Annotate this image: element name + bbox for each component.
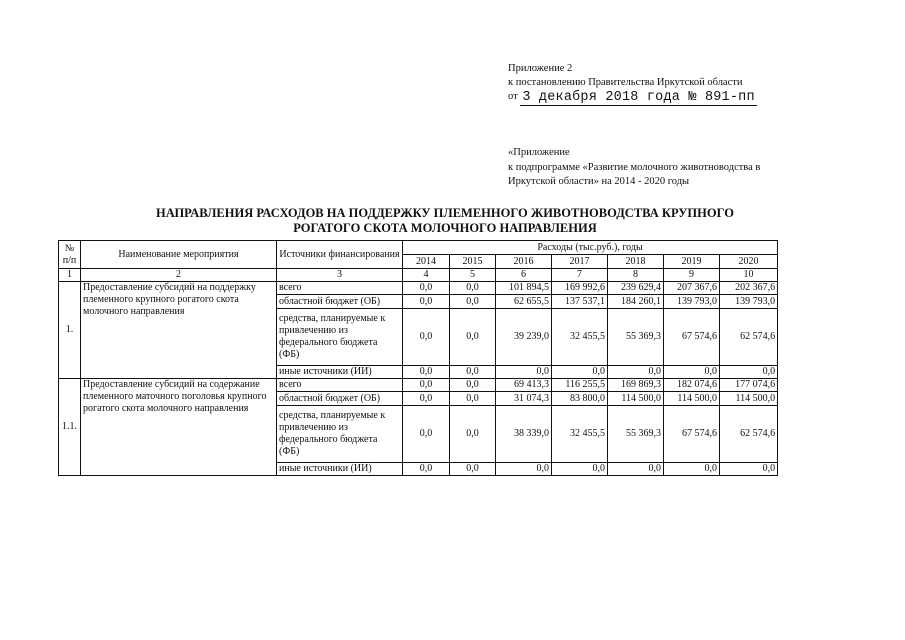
sub-annex-header: [508, 146, 778, 190]
header-year: 2018: [608, 255, 664, 269]
expense-value: 0,0: [450, 309, 496, 366]
header-row-number: № п/п: [59, 241, 81, 269]
expense-value: 67 574,6: [664, 309, 720, 366]
financing-source: всего: [277, 379, 403, 392]
column-number: 6: [496, 269, 552, 282]
expense-value: 0,0: [608, 366, 664, 379]
sub-annex-reference: к подпрограмме «Развитие молочного животноводства в Иркутской области» на 2014 - 2020 годы: [508, 161, 761, 187]
expense-value: 207 367,6: [664, 282, 720, 295]
header-year: 2016: [496, 255, 552, 269]
financing-source: всего: [277, 282, 403, 295]
expense-value: 0,0: [664, 366, 720, 379]
column-number: 7: [552, 269, 608, 282]
column-number: 10: [720, 269, 778, 282]
expense-value: 69 413,3: [496, 379, 552, 392]
document-title-line-2: РОГАТОГО СКОТА МОЛОЧНОГО НАПРАВЛЕНИЯ: [293, 221, 597, 235]
expense-value: 0,0: [403, 379, 450, 392]
row-number: 1.1.: [59, 379, 81, 476]
column-number: 3: [277, 269, 403, 282]
expense-value: 169 992,6: [552, 282, 608, 295]
expense-value: 239 629,4: [608, 282, 664, 295]
header-expenses: Расходы (тыс.руб.), годы: [403, 241, 778, 255]
expense-value: 31 074,3: [496, 392, 552, 406]
header-year: 2014: [403, 255, 450, 269]
expense-value: 32 455,5: [552, 309, 608, 366]
expense-value: 0,0: [450, 379, 496, 392]
column-number: 8: [608, 269, 664, 282]
expense-value: 83 800,0: [552, 392, 608, 406]
header-year: 2019: [664, 255, 720, 269]
column-number: 2: [81, 269, 277, 282]
expense-value: 0,0: [552, 366, 608, 379]
column-number: 1: [59, 269, 81, 282]
financing-source: иные источники (ИИ): [277, 366, 403, 379]
expense-value: 0,0: [496, 463, 552, 476]
expense-value: 114 500,0: [608, 392, 664, 406]
expense-value: 55 369,3: [608, 309, 664, 366]
expense-value: 67 574,6: [664, 406, 720, 463]
expense-value: 0,0: [720, 366, 778, 379]
expense-value: 0,0: [450, 366, 496, 379]
table-row: [59, 282, 778, 295]
expense-value: 114 500,0: [720, 392, 778, 406]
expense-value: 62 574,6: [720, 406, 778, 463]
header-year: 2015: [450, 255, 496, 269]
expense-value: 0,0: [608, 463, 664, 476]
expense-value: 114 500,0: [664, 392, 720, 406]
expense-value: 39 239,0: [496, 309, 552, 366]
header-year: 2020: [720, 255, 778, 269]
expense-value: 202 367,6: [720, 282, 778, 295]
annex-date-line: [508, 90, 757, 104]
expense-value: 0,0: [664, 463, 720, 476]
expense-value: 139 793,0: [664, 295, 720, 309]
expense-value: 0,0: [403, 406, 450, 463]
activity-name: Предоставление субсидий на поддержку племенного крупного рогатого скота молочного направления: [81, 282, 277, 379]
expense-value: 116 255,5: [552, 379, 608, 392]
expense-value: 0,0: [496, 366, 552, 379]
expense-value: 62 574,6: [720, 309, 778, 366]
expense-value: 0,0: [403, 282, 450, 295]
sub-annex-title: «Приложение: [508, 147, 570, 158]
expense-value: 0,0: [403, 295, 450, 309]
expense-value: 0,0: [450, 295, 496, 309]
header-activity-name: Наименование мероприятия: [81, 241, 277, 269]
expense-value: 0,0: [403, 392, 450, 406]
annex-header: [508, 62, 757, 104]
expense-value: 169 869,3: [608, 379, 664, 392]
expense-value: 38 339,0: [496, 406, 552, 463]
row-number: 1.: [59, 282, 81, 379]
column-number: 5: [450, 269, 496, 282]
resolution-date-number: 3 декабря 2018 года № 891-пп: [522, 90, 755, 105]
document-title: [85, 206, 805, 236]
annex-reference: к постановлению Правительства Иркутской области: [508, 77, 743, 88]
expense-value: 184 260,1: [608, 295, 664, 309]
header-year: 2017: [552, 255, 608, 269]
expenses-table: [58, 240, 778, 476]
expense-value: 177 074,6: [720, 379, 778, 392]
financing-source: средства, планируемые к привлечению из федерального бюджета (ФБ): [277, 309, 403, 366]
annex-from-prefix: от: [508, 91, 518, 102]
financing-source: средства, планируемые к привлечению из федерального бюджета (ФБ): [277, 406, 403, 463]
expense-value: 0,0: [403, 309, 450, 366]
column-number: 4: [403, 269, 450, 282]
expense-value: 0,0: [450, 406, 496, 463]
financing-source: областной бюджет (ОБ): [277, 295, 403, 309]
expense-value: 139 793,0: [720, 295, 778, 309]
column-number: 9: [664, 269, 720, 282]
expense-value: 0,0: [450, 463, 496, 476]
annex-title: Приложение 2: [508, 63, 573, 74]
document-title-line-1: НАПРАВЛЕНИЯ РАСХОДОВ НА ПОДДЕРЖКУ ПЛЕМЕННОГО ЖИВОТНОВОДСТВА КРУПНОГО: [156, 206, 734, 220]
header-financing-sources: Источники финансирования: [277, 241, 403, 269]
column-number-row: [59, 269, 778, 282]
expense-value: 0,0: [552, 463, 608, 476]
financing-source: областной бюджет (ОБ): [277, 392, 403, 406]
financing-source: иные источники (ИИ): [277, 463, 403, 476]
expense-value: 101 894,5: [496, 282, 552, 295]
expense-value: 62 655,5: [496, 295, 552, 309]
expense-value: 55 369,3: [608, 406, 664, 463]
expense-value: 137 537,1: [552, 295, 608, 309]
expense-value: 0,0: [720, 463, 778, 476]
expense-value: 182 074,6: [664, 379, 720, 392]
activity-name: Предоставление субсидий на содержание племенного маточного поголовья крупного рогатого скота молочного направления: [81, 379, 277, 476]
expense-value: 0,0: [403, 366, 450, 379]
table-row: [59, 379, 778, 392]
expense-value: 0,0: [450, 392, 496, 406]
expense-value: 0,0: [450, 282, 496, 295]
expense-value: 0,0: [403, 463, 450, 476]
expense-value: 32 455,5: [552, 406, 608, 463]
